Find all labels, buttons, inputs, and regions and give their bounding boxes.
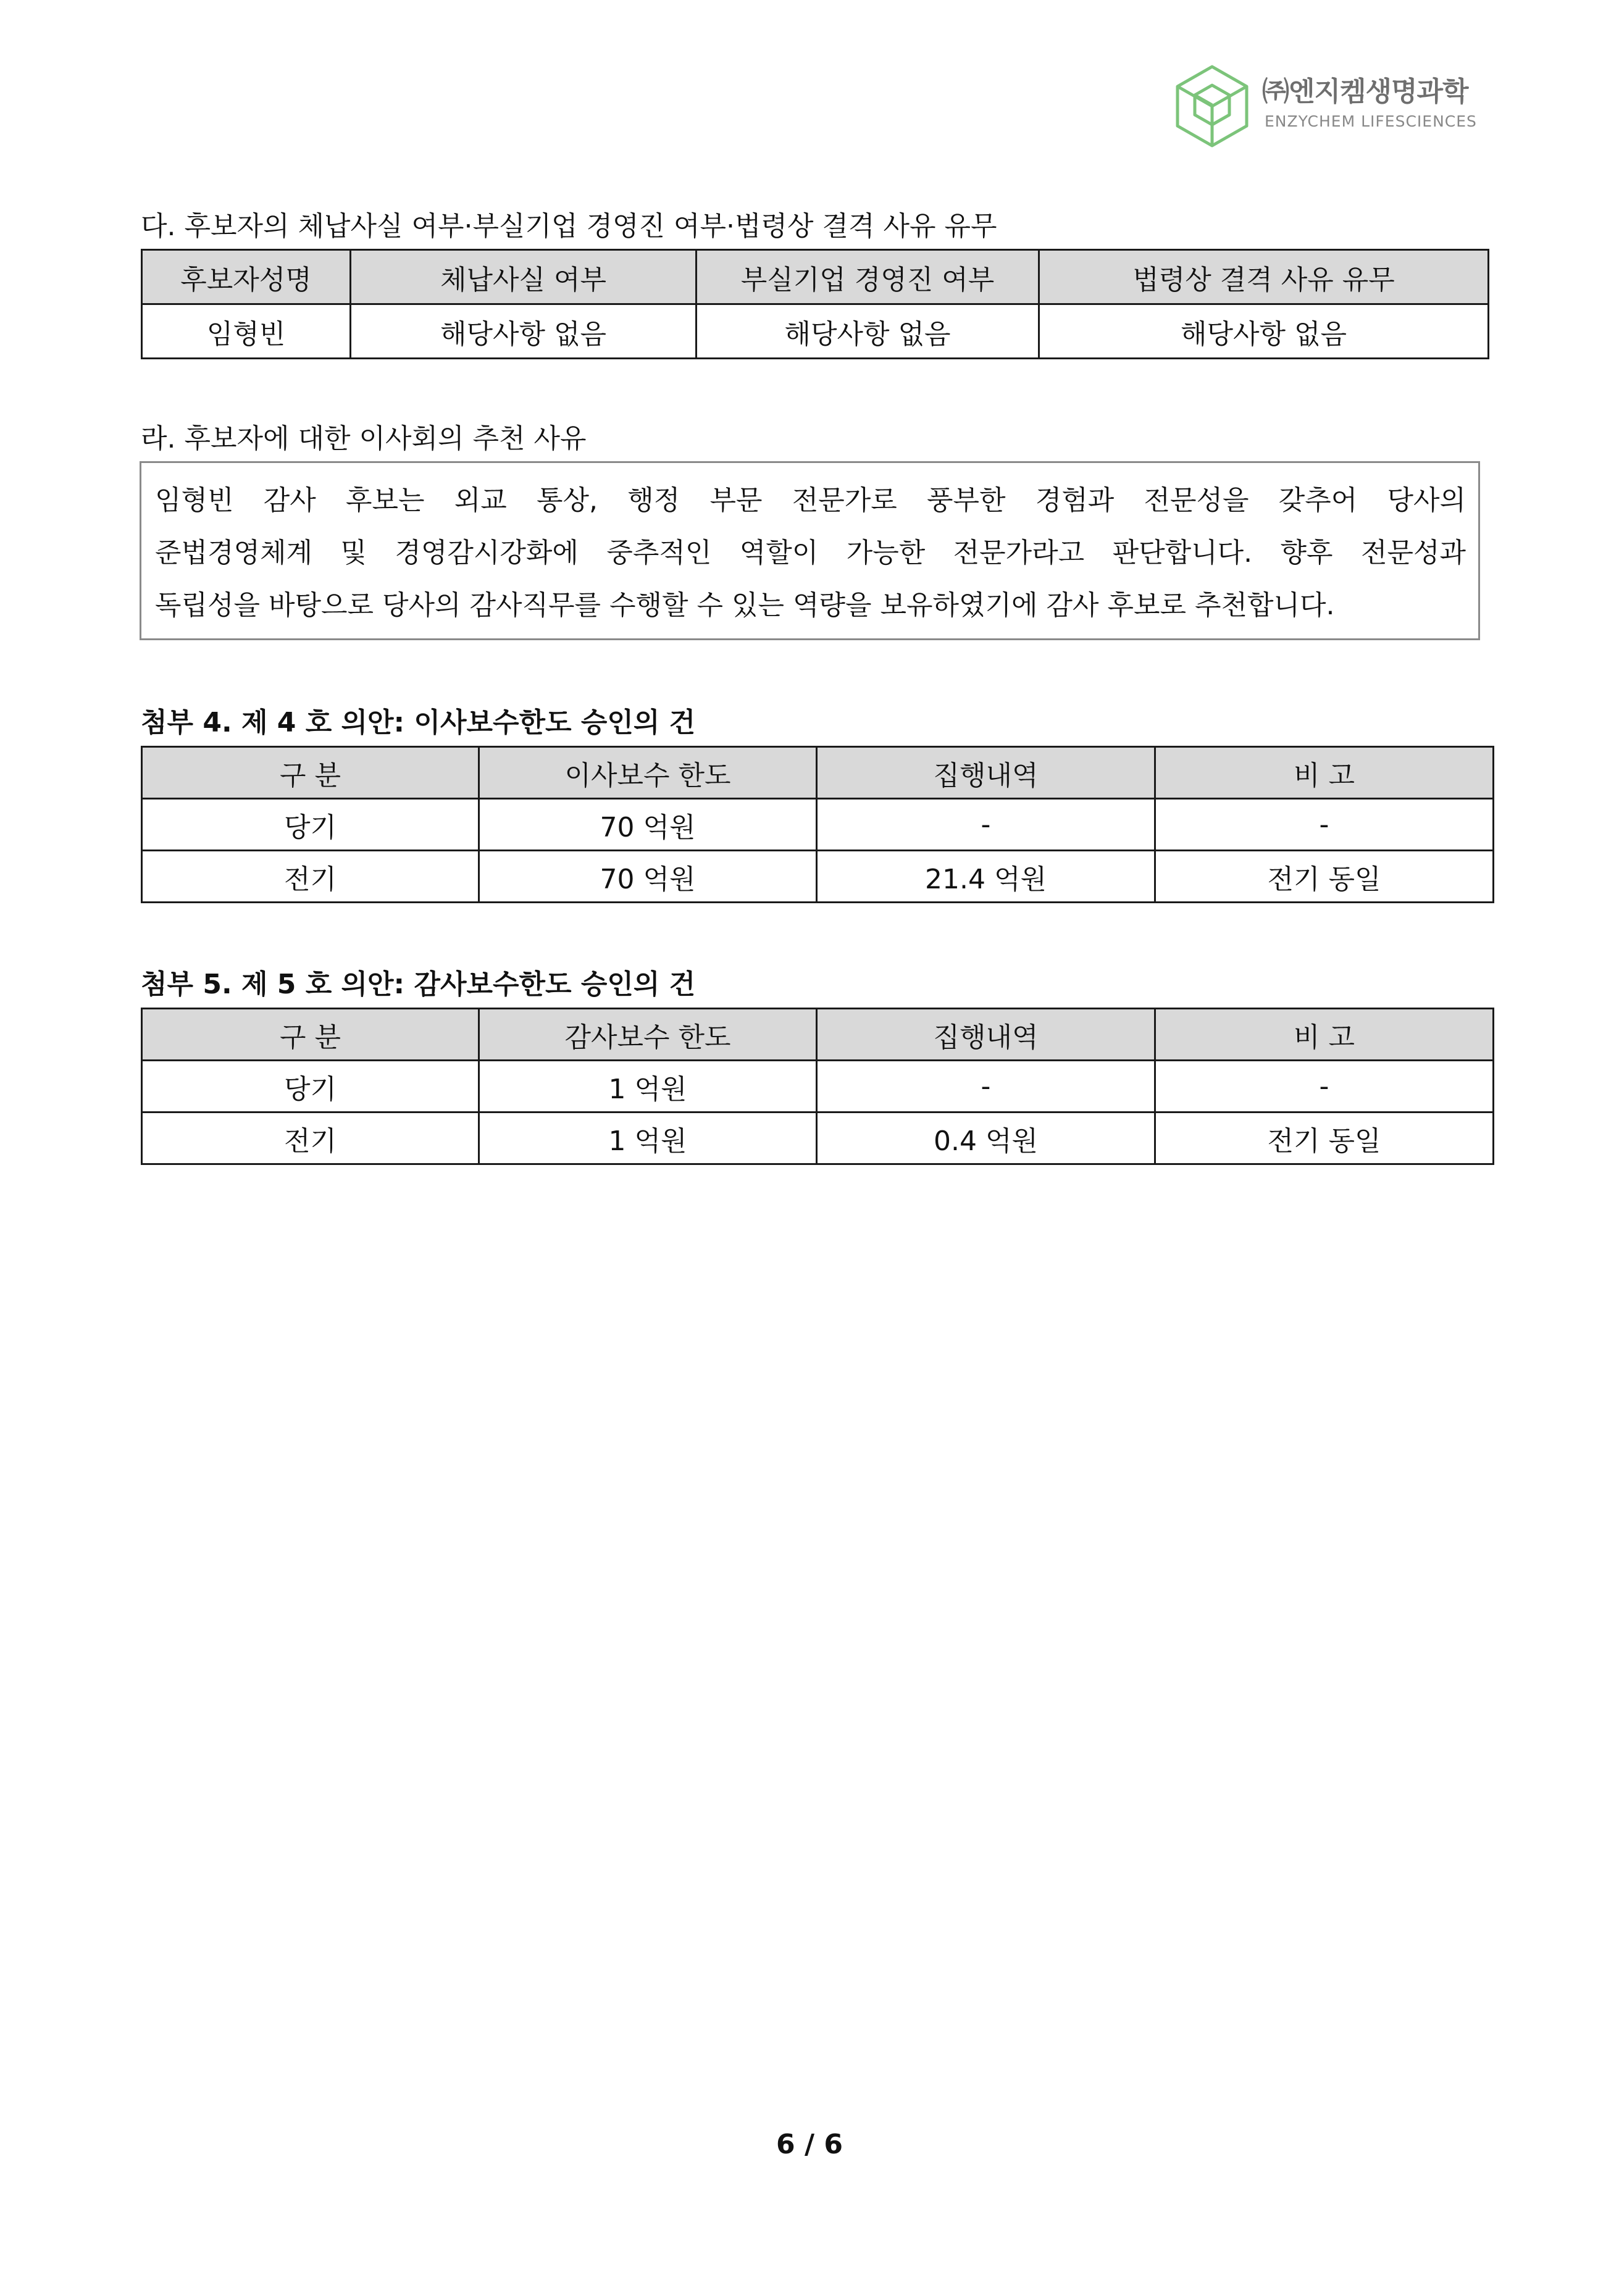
table-row (142, 851, 1494, 903)
table-cell: 70 억원 (479, 851, 817, 903)
company-name-korean: ㈜엔지켐생명과학 (1262, 76, 1468, 107)
page-number: 6 / 6 (776, 2129, 843, 2160)
company-name-english: ENZYCHEM LIFESCIENCES (1265, 112, 1477, 130)
table-header-row (142, 1009, 1494, 1061)
reason-line: 준법경영체계 및 경영감시강화에 중추적인 역할이 가능한 전문가라고 판단합니다. 향후 전문성과 (155, 537, 1466, 569)
header-cell: 비 고 (1155, 747, 1494, 799)
section-c-title: 다. 후보자의 체납사실 여부·부실기업 경영진 여부·법령상 결격 사유 유무 (141, 211, 997, 242)
table-cell: 해당사항 없음 (351, 304, 697, 359)
table-cell: - (1155, 1061, 1494, 1113)
table-cell: - (817, 1061, 1155, 1113)
table-cell: 전기 (142, 1113, 479, 1164)
reason-line: 임형빈 감사 후보는 외교 통상, 행정 부문 전문가로 풍부한 경험과 전문성을 갖추어 당사의 (155, 485, 1466, 516)
table-header-row (142, 250, 1489, 304)
header-cell: 후보자성명 (142, 250, 351, 304)
header-cell: 구 분 (142, 1009, 479, 1061)
table-row (142, 1061, 1494, 1113)
table-cell: 1 억원 (479, 1061, 817, 1113)
hexagon-cube-logo-icon (1172, 63, 1252, 149)
table-cell: 전기 동일 (1155, 851, 1494, 903)
header-cell: 집행내역 (817, 1009, 1155, 1061)
table-row (142, 799, 1494, 851)
table-cell: - (817, 799, 1155, 851)
header-cell: 구 분 (142, 747, 479, 799)
header-cell: 집행내역 (817, 747, 1155, 799)
table-cell: 21.4 억원 (817, 851, 1155, 903)
recommendation-reason-box (140, 461, 1480, 640)
table-cell: 전기 동일 (1155, 1113, 1494, 1164)
header-cell: 비 고 (1155, 1009, 1494, 1061)
attachment4-title: 첨부 4. 제 4 호 의안: 이사보수한도 승인의 건 (141, 707, 696, 738)
header-cell: 이사보수 한도 (479, 747, 817, 799)
section-d-title: 라. 후보자에 대한 이사회의 추천 사유 (141, 423, 587, 454)
table-header-row (142, 747, 1494, 799)
header-cell: 법령상 결격 사유 유무 (1039, 250, 1489, 304)
table-cell: 70 억원 (479, 799, 817, 851)
attachment5-title: 첨부 5. 제 5 호 의안: 감사보수한도 승인의 건 (141, 969, 696, 1000)
table-cell: 전기 (142, 851, 479, 903)
table-cell: 해당사항 없음 (1039, 304, 1489, 359)
table-cell: 0.4 억원 (817, 1113, 1155, 1164)
table-cell: 당기 (142, 799, 479, 851)
reason-line: 독립성을 바탕으로 당사의 감사직무를 수행할 수 있는 역량을 보유하였기에 감사 후보로 추천합니다. (155, 590, 1335, 621)
director-remuneration-table (141, 746, 1494, 903)
company-logo (1172, 63, 1481, 149)
table-cell: 해당사항 없음 (697, 304, 1039, 359)
table-cell: 당기 (142, 1061, 479, 1113)
table-row (142, 1113, 1494, 1164)
table-cell: - (1155, 799, 1494, 851)
header-cell: 체납사실 여부 (351, 250, 697, 304)
table-cell: 임형빈 (142, 304, 351, 359)
table-row (142, 304, 1489, 359)
table-cell: 1 억원 (479, 1113, 817, 1164)
header-cell: 부실기업 경영진 여부 (697, 250, 1039, 304)
auditor-remuneration-table (141, 1008, 1494, 1165)
header-cell: 감사보수 한도 (479, 1009, 817, 1061)
disqualification-table (141, 249, 1489, 359)
